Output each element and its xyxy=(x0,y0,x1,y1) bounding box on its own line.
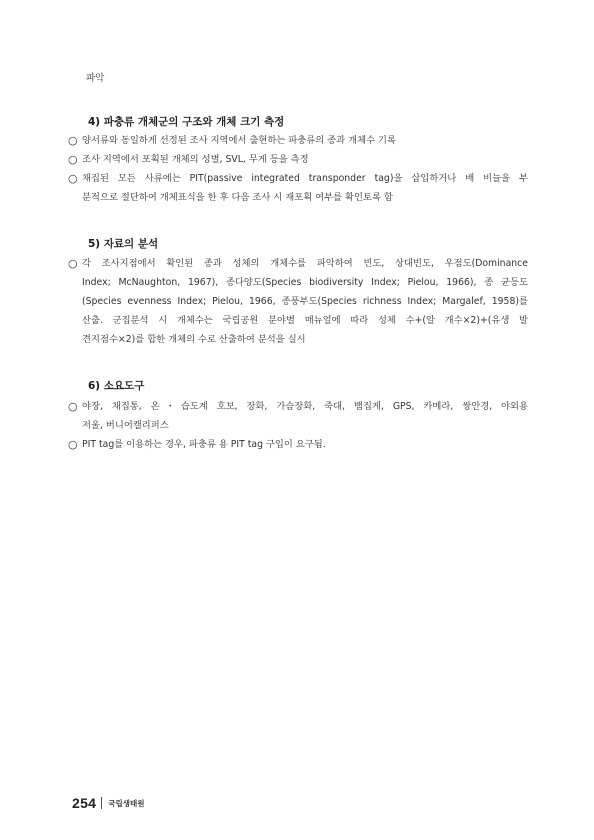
list-item xyxy=(68,169,528,207)
circle-bullet: ○ xyxy=(68,400,78,413)
page-footer xyxy=(72,795,145,811)
section-heading-6: 6) 소요도구 xyxy=(88,380,145,392)
list-item xyxy=(68,435,528,454)
list-item-text: 산출. 군집분석 시 개체수는 국립공원 분야별 매뉴얼에 따라 성체 수+(알 개수×2)+(유생 발 xyxy=(82,315,528,326)
list-item-text: 양서류와 동일하게 선정된 조사 지역에서 출현하는 파충류의 종과 개체수 기록 xyxy=(82,135,396,146)
circle-bullet: ○ xyxy=(68,153,78,166)
section-heading-4: 4) 파충류 개체군의 구조와 개체 크기 측정 xyxy=(88,116,285,128)
list-item xyxy=(68,150,528,169)
list-item-text: 저울, 버니어캘리퍼스 xyxy=(82,420,169,431)
page-number: 254 xyxy=(72,795,97,811)
list-item xyxy=(68,131,528,150)
list-item-text: 채집된 모든 사류에는 PIT(passive integrated transponder tag)을 삽입하거나 배 비늘을 부 xyxy=(82,173,528,184)
list-item-text: 각 조사지점에서 확인된 종과 성체의 개체수를 파악하여 빈도, 상대빈도, 우점도(Dominance xyxy=(82,258,528,269)
list-item xyxy=(68,397,528,435)
footer-divider xyxy=(101,797,102,809)
section-heading-5: 5) 자료의 분석 xyxy=(88,238,159,250)
circle-bullet: ○ xyxy=(68,257,78,270)
continued-text-fragment: 파악 xyxy=(86,73,105,84)
list-item-text: 견지점수×2)를 합한 개체의 수로 산출하여 분석을 실시 xyxy=(82,334,306,345)
circle-bullet: ○ xyxy=(68,134,78,147)
list-item-text: 조사 지역에서 포획된 개체의 성별, SVL, 무게 등을 측정 xyxy=(82,154,309,165)
circle-bullet: ○ xyxy=(68,438,78,451)
list-item-text: 야장, 채집통, 온・습도계 호보, 장화, 가슴장화, 죽대, 뱀집게, GPS, 카메라, 쌍안경, 야외용 xyxy=(82,401,528,412)
list-item-text: PIT tag를 이용하는 경우, 파충류 용 PIT tag 구입이 요구됨. xyxy=(82,439,326,450)
list-item xyxy=(68,254,528,349)
circle-bullet: ○ xyxy=(68,172,78,185)
list-item-text: (Species evenness Index; Pielou, 1966, 종풍부도(Species richness Index; Margalef, 1958)를 xyxy=(82,296,528,307)
list-item-text: 분적으로 절단하여 개체표식을 한 후 다음 조사 시 재포획 여부를 확인토록 함 xyxy=(82,192,393,203)
organization-name: 국립생태원 xyxy=(108,798,145,808)
list-item-text: Index; McNaughton, 1967), 종다양도(Species biodiversity Index; Pielou, 1966), 종 균등도 xyxy=(82,277,528,288)
